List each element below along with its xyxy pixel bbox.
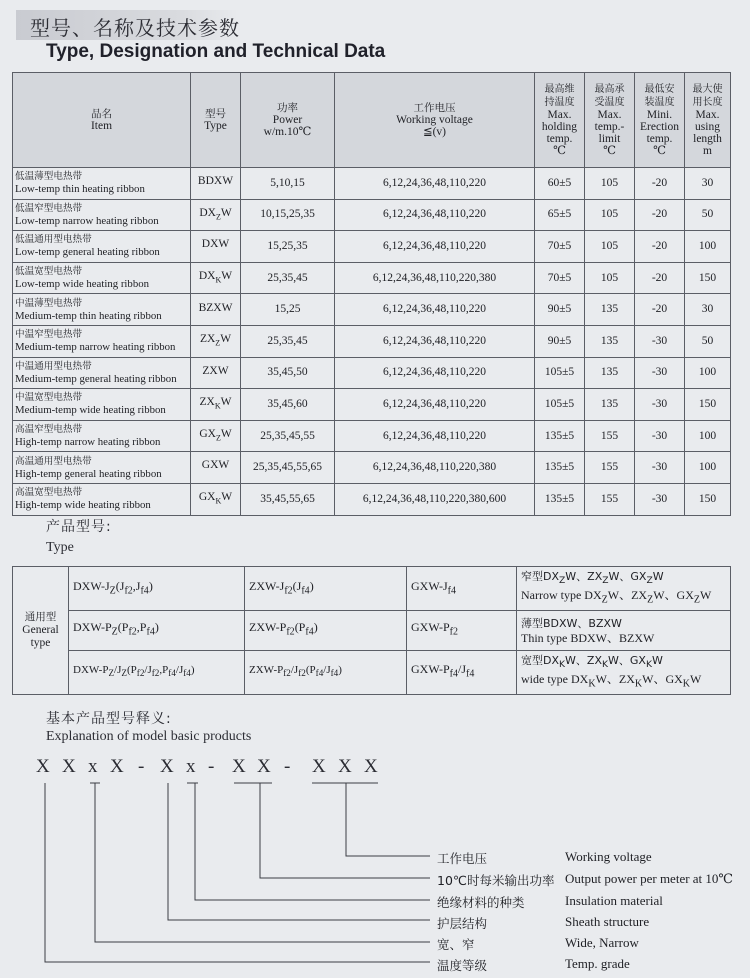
power-cell: 5,10,15: [241, 168, 335, 200]
item-name-cn: 中温薄型电热带: [15, 297, 83, 309]
col-header-voltage: 工作电压 Working voltage ≦(v): [335, 73, 535, 168]
max-length-cell: 30: [685, 168, 731, 200]
type-cell: $GX_KW$: [191, 483, 241, 515]
max-length-cell: 150: [685, 483, 731, 515]
max-holding-cell: 60±5: [535, 168, 585, 200]
max-holding-cell: 105±5: [535, 357, 585, 389]
explanation-item-cn: 绝缘材料的种类: [437, 895, 525, 910]
type-cell: DXW: [191, 231, 241, 263]
explanation-item-en: Working voltage: [565, 849, 652, 864]
max-length-cell: 150: [685, 389, 731, 421]
item-name-cn: 低温窄型电热带: [15, 202, 83, 214]
max-length-cell: 100: [685, 420, 731, 452]
item-name-en: Low-temp general heating ribbon: [15, 246, 160, 259]
code-char: X: [257, 756, 271, 777]
code-char: X: [364, 756, 378, 777]
item-name-en: Medium-temp thin heating ribbon: [15, 309, 162, 322]
item-name-en: High-temp general heating ribbon: [15, 467, 162, 480]
thin-type-note: 薄型BDXW、BZXW Thin type BDXW、BZXW: [517, 610, 731, 650]
code-char: x: [186, 756, 196, 777]
voltage-cell: 6,12,24,36,48,110,220: [335, 168, 535, 200]
min-erection-cell: -20: [635, 231, 685, 263]
item-name-cn: 高温通用型电热带: [15, 455, 92, 467]
max-holding-cell: 70±5: [535, 231, 585, 263]
max-limit-cell: 105: [585, 231, 635, 263]
voltage-cell: 6,12,24,36,48,110,220: [335, 389, 535, 421]
power-cell: 35,45,60: [241, 389, 335, 421]
col-header-type: 型号 Type: [191, 73, 241, 168]
max-holding-cell: 135±5: [535, 420, 585, 452]
max-length-cell: 30: [685, 294, 731, 326]
type-section-title-en: Type: [46, 540, 74, 555]
type-cell: $ZX_KW$: [191, 389, 241, 421]
voltage-cell: 6,12,24,36,48,110,220: [335, 420, 535, 452]
code-char: X: [110, 756, 124, 777]
item-name-cn: 低温薄型电热带: [15, 171, 83, 183]
dxw-model-cell: DXW-$P_Z(P_{f2},P_{f4})$: [69, 610, 245, 650]
voltage-cell: 6,12,24,36,48,110,220: [335, 357, 535, 389]
item-name-cn: 低温宽型电热带: [15, 266, 83, 278]
max-length-cell: 100: [685, 231, 731, 263]
max-limit-cell: 135: [585, 294, 635, 326]
voltage-cell: 6,12,24,36,48,110,220: [335, 294, 535, 326]
min-erection-cell: -20: [635, 262, 685, 294]
code-dash: -: [284, 756, 291, 777]
min-erection-cell: -20: [635, 199, 685, 231]
item-name-en: High-temp narrow heating ribbon: [15, 436, 161, 449]
item-name-en: High-temp wide heating ribbon: [15, 499, 151, 512]
code-char: X: [62, 756, 76, 777]
voltage-cell: 6,12,24,36,48,110,220,380: [335, 262, 535, 294]
explanation-title-en: Explanation of model basic products: [46, 729, 252, 744]
item-name-cn: 高温宽型电热带: [15, 487, 83, 499]
min-erection-cell: -20: [635, 294, 685, 326]
page-title-en: Type, Designation and Technical Data: [46, 41, 386, 62]
max-holding-cell: 135±5: [535, 483, 585, 515]
voltage-cell: 6,12,24,36,48,110,220: [335, 325, 535, 357]
col-header-min-erection: 最低安 装温度 Mini. Erection temp. ℃: [635, 73, 685, 168]
max-limit-cell: 135: [585, 389, 635, 421]
explanation-item-en: Sheath structure: [565, 914, 650, 929]
type-cell: $GX_ZW$: [191, 420, 241, 452]
item-name-cn: 中温窄型电热带: [15, 329, 83, 341]
narrow-type-note: 窄型$DX_ZW$、$ZX_ZW$、$GX_ZW$ Narrow type $DX_ZW$、$ZX_ZW$、$GX_ZW$: [517, 567, 731, 611]
explanation-item-cn: 护层结构: [437, 916, 488, 931]
zxw-model-cell: ZXW-$P_{f2}/J_{f2}(P_{f4}/J_{f4})$: [245, 650, 407, 694]
power-cell: 15,25: [241, 294, 335, 326]
item-name-cn: 低温通用型电热带: [15, 234, 92, 246]
max-length-cell: 50: [685, 325, 731, 357]
code-char: X: [338, 756, 352, 777]
general-type-cell: 通用型 General type: [13, 567, 69, 695]
code-dash: -: [138, 756, 145, 777]
explanation-item-en: Temp. grade: [565, 956, 630, 971]
max-limit-cell: 105: [585, 262, 635, 294]
explanation-title-cn: 基本产品型号释义:: [46, 711, 172, 727]
power-cell: 35,45,50: [241, 357, 335, 389]
min-erection-cell: -30: [635, 452, 685, 484]
explanation-item-cn: 宽、窄: [437, 937, 475, 952]
code-char: X: [312, 756, 326, 777]
max-limit-cell: 135: [585, 325, 635, 357]
power-cell: 25,35,45,55: [241, 420, 335, 452]
min-erection-cell: -30: [635, 420, 685, 452]
max-limit-cell: 135: [585, 357, 635, 389]
item-name-en: Low-temp narrow heating ribbon: [15, 214, 159, 227]
max-holding-cell: 105±5: [535, 389, 585, 421]
explanation-item-cn: 温度等级: [437, 958, 488, 973]
min-erection-cell: -30: [635, 325, 685, 357]
max-length-cell: 50: [685, 199, 731, 231]
dxw-model-cell: DXW-$P_Z/J_Z(P_{f2}/J_{f2},P_{f4}/J_{f4})$: [69, 650, 245, 694]
gxw-model-cell: GXW-$J_{f4}$: [407, 567, 517, 611]
code-char: X: [36, 756, 50, 777]
type-section-title-cn: 产品型号:: [46, 519, 112, 535]
item-name-en: Low-temp wide heating ribbon: [15, 278, 150, 291]
code-char: x: [88, 756, 98, 777]
item-name-cn: 高温窄型电热带: [15, 424, 83, 436]
explanation-item-en: Insulation material: [565, 893, 663, 908]
voltage-cell: 6,12,24,36,48,110,220,380,600: [335, 483, 535, 515]
voltage-cell: 6,12,24,36,48,110,220: [335, 199, 535, 231]
max-length-cell: 150: [685, 262, 731, 294]
col-header-max-limit: 最高承 受温度 Max. temp.- limit ℃: [585, 73, 635, 168]
power-cell: 35,45,55,65: [241, 483, 335, 515]
code-char: X: [160, 756, 174, 777]
max-holding-cell: 70±5: [535, 262, 585, 294]
min-erection-cell: -20: [635, 168, 685, 200]
max-holding-cell: 135±5: [535, 452, 585, 484]
col-header-max-length: 最大使 用长度 Max. using length m: [685, 73, 731, 168]
zxw-model-cell: ZXW-$P_{f2}(P_{f4})$: [245, 610, 407, 650]
col-header-power: 功率 Power w/m.10℃: [241, 73, 335, 168]
max-length-cell: 100: [685, 357, 731, 389]
max-limit-cell: 155: [585, 483, 635, 515]
max-holding-cell: 90±5: [535, 294, 585, 326]
item-name-cn: 中温通用型电热带: [15, 360, 92, 372]
max-holding-cell: 90±5: [535, 325, 585, 357]
voltage-cell: 6,12,24,36,48,110,220,380: [335, 452, 535, 484]
max-limit-cell: 105: [585, 168, 635, 200]
item-name-en: Low-temp thin heating ribbon: [15, 183, 145, 196]
power-cell: 10,15,25,35: [241, 199, 335, 231]
min-erection-cell: -30: [635, 389, 685, 421]
gxw-model-cell: GXW-$P_{f2}$: [407, 610, 517, 650]
type-cell: $ZX_ZW$: [191, 325, 241, 357]
min-erection-cell: -30: [635, 357, 685, 389]
max-holding-cell: 65±5: [535, 199, 585, 231]
power-cell: 15,25,35: [241, 231, 335, 263]
wide-type-note: 宽型$DX_KW$、$ZX_KW$、$GX_KW$ wide type $DX_KW$、$ZX_KW$、$GX_KW$: [517, 650, 731, 694]
code-dash: -: [208, 756, 215, 777]
type-cell: ZXW: [191, 357, 241, 389]
power-cell: 25,35,45: [241, 262, 335, 294]
zxw-model-cell: ZXW-$J_{f2}(J_{f4})$: [245, 567, 407, 611]
explanation-item-en: Wide, Narrow: [565, 935, 639, 950]
type-cell: $DX_KW$: [191, 262, 241, 294]
max-limit-cell: 155: [585, 420, 635, 452]
explanation-item-cn: 工作电压: [437, 851, 488, 866]
type-cell: $DX_ZW$: [191, 199, 241, 231]
col-header-max-holding: 最高维 持温度 Max. holding temp. ℃: [535, 73, 585, 168]
max-limit-cell: 105: [585, 199, 635, 231]
code-char: X: [232, 756, 246, 777]
power-cell: 25,35,45: [241, 325, 335, 357]
type-cell: GXW: [191, 452, 241, 484]
page-title-cn: 型号、名称及技术参数: [30, 16, 240, 40]
explanation-item-cn: 10℃时每米输出功率: [437, 873, 555, 888]
item-name-en: Medium-temp wide heating ribbon: [15, 404, 166, 417]
col-header-item: 品名 Item: [13, 73, 191, 168]
type-cell: BZXW: [191, 294, 241, 326]
power-cell: 25,35,45,55,65: [241, 452, 335, 484]
item-name-en: Medium-temp narrow heating ribbon: [15, 341, 176, 354]
item-name-cn: 中温宽型电热带: [15, 392, 83, 404]
min-erection-cell: -30: [635, 483, 685, 515]
max-length-cell: 100: [685, 452, 731, 484]
type-cell: BDXW: [191, 168, 241, 200]
dxw-model-cell: DXW-$J_Z(J_{f2},J_{f4})$: [69, 567, 245, 611]
max-limit-cell: 155: [585, 452, 635, 484]
voltage-cell: 6,12,24,36,48,110,220: [335, 231, 535, 263]
item-name-en: Medium-temp general heating ribbon: [15, 372, 177, 385]
explanation-item-en: Output power per meter at 10℃: [565, 871, 733, 886]
gxw-model-cell: GXW-$P_{f4}/J_{f4}$: [407, 650, 517, 694]
